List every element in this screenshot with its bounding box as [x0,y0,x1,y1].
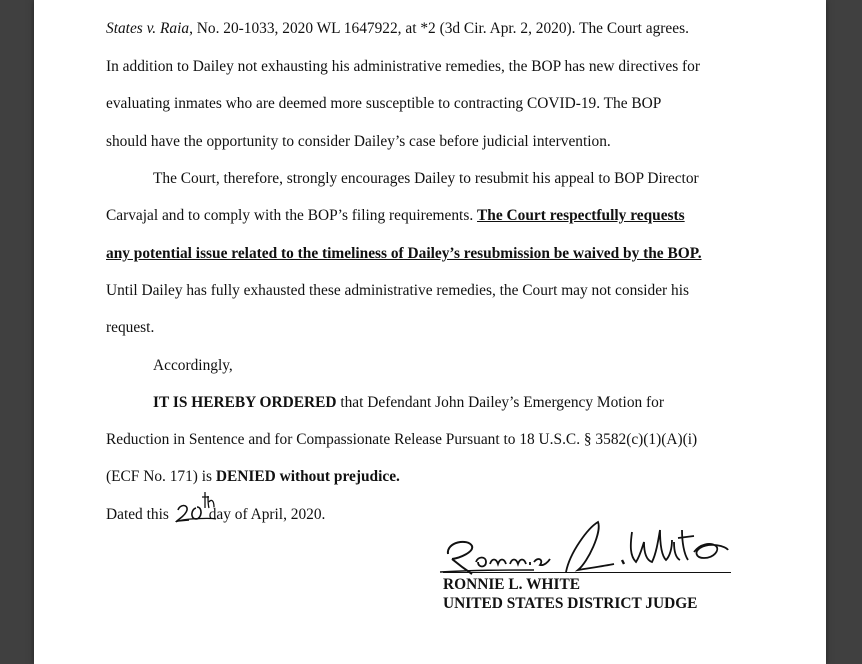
paragraph-line [106,207,685,225]
order-text: (ECF No. 171) is [106,468,216,485]
document-page [34,0,826,664]
order-line [153,394,664,412]
accordingly-text: Accordingly, [153,357,233,374]
paragraph-line: should have the opportunity to consider Dailey’s case before judicial intervention. [106,133,611,150]
signature-line [443,572,731,573]
order-heading: IT IS HEREBY ORDERED [153,394,337,411]
order-line: Reduction in Sentence and for Compassionate Release Pursuant to 18 U.S.C. § 3582(c)(1)(A)(i) [106,431,698,448]
emphasized-request: The Court respectfully requests [477,207,685,224]
paragraph-line: evaluating inmates who are deemed more susceptible to contracting COVID-19. The BOP [106,95,662,112]
paragraph-line [106,20,689,38]
handwritten-day [172,488,218,528]
paragraph-line: In addition to Dailey not exhausting his administrative remedies, the BOP has new directives for [106,58,700,75]
dated-suffix: day of April, 2020. [204,506,326,523]
paragraph-line: request. [106,319,155,336]
judge-name: RONNIE L. WHITE [443,576,580,593]
citation-text: , No. 20-1033, 2020 WL 1647922, at *2 (3d Cir. Apr. 2, 2020). The Court agrees. [189,20,689,37]
order-line [106,468,400,486]
judge-title: UNITED STATES DISTRICT JUDGE [443,595,698,612]
order-result: DENIED without prejudice. [215,468,400,485]
case-citation: States v. Raia [106,20,190,37]
order-text: that Defendant John Dailey’s Emergency Motion for [336,394,665,411]
dated-prefix: Dated this [106,506,169,523]
emphasized-request: any potential issue related to the timeliness of Dailey’s resubmission be waived by the BOP. [106,245,702,262]
paragraph-line: The Court, therefore, strongly encourages Dailey to resubmit his appeal to BOP Director [153,170,699,187]
plain-text: Carvajal and to comply with the BOP’s filing requirements. [106,207,478,224]
paragraph-line: Until Dailey has fully exhausted these administrative remedies, the Court may not consider his [106,282,689,299]
